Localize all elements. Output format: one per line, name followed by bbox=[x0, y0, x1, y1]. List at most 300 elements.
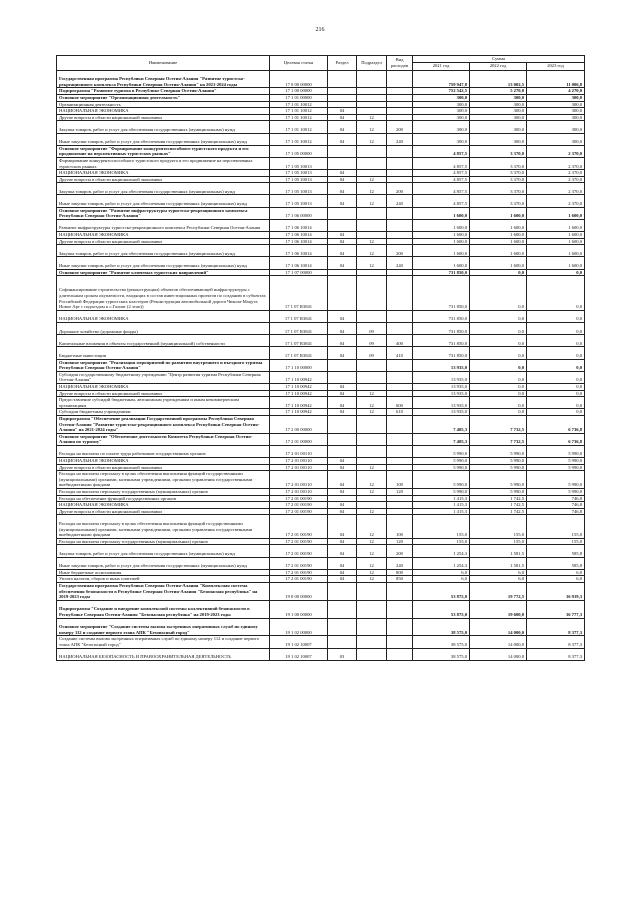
row-section bbox=[328, 618, 357, 636]
row-amount-2023: 6,0 bbox=[527, 569, 585, 576]
row-subsection bbox=[357, 502, 387, 509]
row-subsection: 12 bbox=[357, 121, 387, 133]
row-name: Расходы на выплаты персоналу государственных (муниципальных) органов bbox=[57, 489, 270, 496]
row-subsection bbox=[357, 70, 387, 88]
row-section: 04 bbox=[328, 195, 357, 207]
table-row bbox=[57, 108, 585, 115]
row-amount-2023: 0,0 bbox=[527, 269, 585, 276]
row-name: Развитие инфраструктуры туристско-рекреационного комплекса Республики Северная Осетия-Алания bbox=[57, 219, 270, 231]
row-expense-type: 240 bbox=[387, 133, 413, 145]
row-amount-2023: 1 600,0 bbox=[527, 238, 585, 245]
row-code: 17 1 01 10012 bbox=[270, 114, 328, 121]
row-code: 17 0 00 00000 bbox=[270, 70, 328, 88]
row-amount-2021: 53 875,0 bbox=[413, 582, 470, 600]
row-amount-2022: 5 270,0 bbox=[470, 88, 527, 95]
row-section: 04 bbox=[328, 238, 357, 245]
row-section: 04 bbox=[328, 383, 357, 390]
row-subsection bbox=[357, 383, 387, 390]
row-amount-2021: 300,0 bbox=[413, 94, 470, 101]
row-expense-type bbox=[387, 390, 413, 397]
row-expense-type bbox=[387, 502, 413, 509]
row-name: НАЦИОНАЛЬНАЯ ЭКОНОМИКА bbox=[57, 458, 270, 465]
row-name: Основное мероприятие "Развитие ключевых туристских направлений" bbox=[57, 269, 270, 276]
header-year-2022: 2022 год bbox=[470, 62, 527, 70]
table-row bbox=[57, 238, 585, 245]
row-amount-2022: 1 581,5 bbox=[470, 545, 527, 557]
row-expense-type bbox=[387, 359, 413, 371]
row-amount-2023: 6,0 bbox=[527, 576, 585, 583]
row-amount-2023: 155,0 bbox=[527, 538, 585, 545]
row-code: 19 1 02 10007 bbox=[270, 636, 328, 648]
row-code: 17 1 10 00942 bbox=[270, 371, 328, 383]
header-code: Целевая статья bbox=[270, 56, 328, 71]
row-code: 17 1 07 R3841 bbox=[270, 335, 328, 347]
row-code: 17 2 01 00190 bbox=[270, 495, 328, 502]
row-expense-type bbox=[387, 415, 413, 433]
row-code: 17 2 01 00190 bbox=[270, 515, 328, 538]
header-subsection: Подраздел bbox=[357, 56, 387, 71]
row-section: 04 bbox=[328, 114, 357, 121]
row-amount-2022: 6,0 bbox=[470, 569, 527, 576]
table-row bbox=[57, 170, 585, 177]
header-section: Раздел bbox=[328, 56, 357, 71]
row-amount-2021: 300,0 bbox=[413, 108, 470, 115]
row-amount-2021: 759 947,8 bbox=[413, 70, 470, 88]
row-name: Расходы на выплаты персоналу в целях обеспечения выполнения функций государственными (муниципальными) органами, казенными учреждениями, органами управления государственными внебюджетными фондами bbox=[57, 515, 270, 538]
row-section bbox=[328, 88, 357, 95]
row-code: 17 1 01 10012 bbox=[270, 108, 328, 115]
row-name: Создание системы вызова экстренных оперативных служб по единому номеру 112 и создание первого этапа АПК "Безопасный город" bbox=[57, 636, 270, 648]
row-subsection: 12 bbox=[357, 515, 387, 538]
row-section: 04 bbox=[328, 489, 357, 496]
row-amount-2023: 1 600,0 bbox=[527, 257, 585, 269]
row-subsection: 12 bbox=[357, 538, 387, 545]
table-row bbox=[57, 114, 585, 121]
row-amount-2021: 4 857,5 bbox=[413, 183, 470, 195]
row-subsection bbox=[357, 445, 387, 457]
row-expense-type: 400 bbox=[387, 335, 413, 347]
header-expense-type: Вид расходов bbox=[387, 56, 413, 71]
row-subsection: 12 bbox=[357, 409, 387, 416]
row-amount-2021: 4 857,5 bbox=[413, 176, 470, 183]
row-code: 17 1 01 10012 bbox=[270, 101, 328, 108]
row-section: 04 bbox=[328, 508, 357, 515]
row-expense-type: 120 bbox=[387, 538, 413, 545]
row-amount-2023: 0,0 bbox=[527, 371, 585, 383]
row-name: Закупка товаров, работ и услуг для обеспечения государственных (муниципальных) нужд bbox=[57, 121, 270, 133]
row-code: 17 1 10 00942 bbox=[270, 397, 328, 409]
table-row bbox=[57, 88, 585, 95]
table-row bbox=[57, 618, 585, 636]
row-amount-2021: 6,0 bbox=[413, 576, 470, 583]
row-code: 17 1 07 R3841 bbox=[270, 310, 328, 322]
header-year-2021: 2021 год bbox=[413, 62, 470, 70]
row-subsection bbox=[357, 108, 387, 115]
row-subsection bbox=[357, 101, 387, 108]
row-amount-2021: 300,0 bbox=[413, 133, 470, 145]
row-subsection: 12 bbox=[357, 569, 387, 576]
row-name: Основное мероприятие "Формирование конкурентоспособного туристского продукта и его продвижение на перспективных туристских рынках" bbox=[57, 145, 270, 157]
row-amount-2023: 0,0 bbox=[527, 276, 585, 311]
row-expense-type bbox=[387, 145, 413, 157]
row-expense-type: 240 bbox=[387, 257, 413, 269]
row-name: Другие вопросы в области национальной экономики bbox=[57, 238, 270, 245]
table-row bbox=[57, 133, 585, 145]
row-amount-2023: 300,0 bbox=[527, 108, 585, 115]
row-expense-type: 120 bbox=[387, 489, 413, 496]
row-subsection: 09 bbox=[357, 335, 387, 347]
row-name: НАЦИОНАЛЬНАЯ ЭКОНОМИКА bbox=[57, 310, 270, 322]
row-name: Уплата налогов, сборов и иных платежей bbox=[57, 576, 270, 583]
row-amount-2021: 731 850,0 bbox=[413, 347, 470, 359]
row-amount-2023: 300,0 bbox=[527, 121, 585, 133]
row-amount-2023: 746,8 bbox=[527, 502, 585, 509]
row-amount-2022: 3 370,0 bbox=[470, 183, 527, 195]
row-subsection: 12 bbox=[357, 176, 387, 183]
row-amount-2022: 300,0 bbox=[470, 94, 527, 101]
row-subsection bbox=[357, 415, 387, 433]
row-code: 17 2 01 00110 bbox=[270, 471, 328, 489]
row-code: 17 1 05 00000 bbox=[270, 145, 328, 157]
row-code: 17 2 01 00110 bbox=[270, 458, 328, 465]
row-amount-2021: 5 990,0 bbox=[413, 464, 470, 471]
row-name: Расходы на выплаты персоналу государственных (муниципальных) органов bbox=[57, 538, 270, 545]
budget-table bbox=[56, 55, 585, 661]
row-subsection bbox=[357, 219, 387, 231]
row-amount-2022: 0,0 bbox=[470, 347, 527, 359]
row-amount-2022: 300,0 bbox=[470, 114, 527, 121]
row-expense-type: 200 bbox=[387, 121, 413, 133]
row-amount-2023: 8 377,3 bbox=[527, 636, 585, 648]
row-name: Бюджетные инвестиции bbox=[57, 347, 270, 359]
row-amount-2022: 1 581,5 bbox=[470, 557, 527, 569]
row-amount-2022: 1 742,5 bbox=[470, 502, 527, 509]
row-expense-type: 200 bbox=[387, 245, 413, 257]
row-amount-2022: 300,0 bbox=[470, 133, 527, 145]
row-expense-type bbox=[387, 207, 413, 219]
row-section bbox=[328, 219, 357, 231]
row-amount-2021: 1 600,0 bbox=[413, 238, 470, 245]
row-amount-2023: 5 990,0 bbox=[527, 489, 585, 496]
row-amount-2021: 53 875,0 bbox=[413, 600, 470, 618]
row-code: 17 1 10 00942 bbox=[270, 409, 328, 416]
row-name: Подпрограмма "Развитие туризма в Республике Северная Осетия-Алания" bbox=[57, 88, 270, 95]
row-expense-type bbox=[387, 94, 413, 101]
row-name: Иные закупки товаров, работ и услуг для обеспечения государственных (муниципальных) нужд bbox=[57, 557, 270, 569]
row-amount-2023: 0,0 bbox=[527, 397, 585, 409]
row-amount-2021: 38 575,0 bbox=[413, 648, 470, 660]
row-section: 04 bbox=[328, 545, 357, 557]
row-subsection bbox=[357, 582, 387, 600]
row-amount-2023: 2 370,0 bbox=[527, 176, 585, 183]
row-subsection bbox=[357, 359, 387, 371]
row-amount-2023: 155,0 bbox=[527, 515, 585, 538]
row-subsection bbox=[357, 458, 387, 465]
row-section: 03 bbox=[328, 648, 357, 660]
row-amount-2023: 0,0 bbox=[527, 359, 585, 371]
table-row bbox=[57, 322, 585, 334]
row-section: 04 bbox=[328, 257, 357, 269]
row-amount-2023: 5 990,0 bbox=[527, 471, 585, 489]
row-name: НАЦИОНАЛЬНАЯ БЕЗОПАСНОСТЬ И ПРАВООХРАНИТЕЛЬНАЯ ДЕЯТЕЛЬНОСТЬ bbox=[57, 648, 270, 660]
row-section bbox=[328, 94, 357, 101]
row-amount-2021: 155,0 bbox=[413, 515, 470, 538]
row-code: 17 1 05 10013 bbox=[270, 183, 328, 195]
row-section bbox=[328, 276, 357, 311]
row-amount-2022: 155,0 bbox=[470, 538, 527, 545]
table-row bbox=[57, 101, 585, 108]
row-expense-type bbox=[387, 600, 413, 618]
row-subsection bbox=[357, 648, 387, 660]
row-subsection bbox=[357, 145, 387, 157]
row-amount-2022: 5 990,0 bbox=[470, 464, 527, 471]
row-section bbox=[328, 359, 357, 371]
row-expense-type: 800 bbox=[387, 569, 413, 576]
row-amount-2023: 0,0 bbox=[527, 310, 585, 322]
table-row bbox=[57, 390, 585, 397]
row-code: 17 1 05 10013 bbox=[270, 176, 328, 183]
row-amount-2023: 8 377,3 bbox=[527, 648, 585, 660]
row-expense-type bbox=[387, 276, 413, 311]
row-name: Иные закупки товаров, работ и услуг для обеспечения государственных (муниципальных) нужд bbox=[57, 257, 270, 269]
row-subsection: 12 bbox=[357, 464, 387, 471]
row-code: 19 1 02 10007 bbox=[270, 648, 328, 660]
row-section bbox=[328, 445, 357, 457]
row-section: 04 bbox=[328, 245, 357, 257]
row-amount-2022: 14 000,0 bbox=[470, 618, 527, 636]
row-expense-type: 100 bbox=[387, 471, 413, 489]
row-name: Основное мероприятие "Создание системы вызова экстренных оперативных служб по единому номеру 112 и создание первого этапа АПК "Безопасный город" bbox=[57, 618, 270, 636]
row-amount-2022: 1 742,5 bbox=[470, 508, 527, 515]
row-amount-2021: 5 990,0 bbox=[413, 489, 470, 496]
table-row bbox=[57, 458, 585, 465]
row-section: 04 bbox=[328, 464, 357, 471]
row-amount-2022: 19 600,0 bbox=[470, 600, 527, 618]
row-section bbox=[328, 636, 357, 648]
table-row bbox=[57, 545, 585, 557]
row-section: 04 bbox=[328, 557, 357, 569]
row-subsection bbox=[357, 94, 387, 101]
table-row bbox=[57, 94, 585, 101]
row-code: 19 0 00 00000 bbox=[270, 582, 328, 600]
row-name: Дорожное хозяйство (дорожные фонды) bbox=[57, 322, 270, 334]
row-amount-2021: 13 935,0 bbox=[413, 409, 470, 416]
row-code: 19 1 00 00000 bbox=[270, 600, 328, 618]
row-section bbox=[328, 101, 357, 108]
row-name: Другие вопросы в области национальной экономики bbox=[57, 114, 270, 121]
row-amount-2023: 0,0 bbox=[527, 390, 585, 397]
row-amount-2021: 1 600,0 bbox=[413, 207, 470, 219]
row-section: 04 bbox=[328, 458, 357, 465]
row-section bbox=[328, 269, 357, 276]
row-expense-type bbox=[387, 383, 413, 390]
row-amount-2021: 5 990,0 bbox=[413, 471, 470, 489]
row-amount-2021: 4 857,5 bbox=[413, 195, 470, 207]
row-code: 17 2 01 00110 bbox=[270, 464, 328, 471]
row-amount-2023: 1 600,0 bbox=[527, 245, 585, 257]
row-subsection bbox=[357, 232, 387, 239]
row-section bbox=[328, 495, 357, 502]
row-expense-type bbox=[387, 219, 413, 231]
row-amount-2022: 0,0 bbox=[470, 383, 527, 390]
row-expense-type: 200 bbox=[387, 545, 413, 557]
row-expense-type: 850 bbox=[387, 576, 413, 583]
table-row bbox=[57, 335, 585, 347]
table-row bbox=[57, 157, 585, 169]
row-section bbox=[328, 433, 357, 445]
row-amount-2022: 5 990,0 bbox=[470, 489, 527, 496]
row-name: Другие вопросы в области национальной экономики bbox=[57, 464, 270, 471]
row-expense-type bbox=[387, 445, 413, 457]
row-expense-type bbox=[387, 371, 413, 383]
row-code: 17 1 01 10012 bbox=[270, 121, 328, 133]
row-expense-type bbox=[387, 433, 413, 445]
row-section: 04 bbox=[328, 538, 357, 545]
row-subsection bbox=[357, 433, 387, 445]
row-amount-2021: 1 254,3 bbox=[413, 545, 470, 557]
table-row bbox=[57, 557, 585, 569]
row-subsection bbox=[357, 600, 387, 618]
row-name: Основное мероприятие "Организационная деятельность" bbox=[57, 94, 270, 101]
row-code: 17 1 06 10014 bbox=[270, 219, 328, 231]
row-name: НАЦИОНАЛЬНАЯ ЭКОНОМИКА bbox=[57, 108, 270, 115]
row-code: 17 2 01 00000 bbox=[270, 433, 328, 445]
table-row bbox=[57, 464, 585, 471]
row-section: 04 bbox=[328, 183, 357, 195]
row-section: 04 bbox=[328, 133, 357, 145]
row-code: 17 2 01 00190 bbox=[270, 502, 328, 509]
row-section bbox=[328, 582, 357, 600]
row-expense-type bbox=[387, 636, 413, 648]
row-amount-2023: 746,8 bbox=[527, 495, 585, 502]
row-subsection: 12 bbox=[357, 557, 387, 569]
row-subsection bbox=[357, 269, 387, 276]
row-name: Расходы на обеспечение функций государственных органов bbox=[57, 495, 270, 502]
table-row bbox=[57, 269, 585, 276]
row-expense-type: 410 bbox=[387, 347, 413, 359]
row-section bbox=[328, 415, 357, 433]
row-name: Подпрограмма "Обеспечение реализации Государственной программы Республики Северная Осетия-Алания "Развитие туристско-рекреационного комплекса Республики Северная Осетия-Алания" на 2021-2024 годы" bbox=[57, 415, 270, 433]
row-code: 17 2 01 00190 bbox=[270, 576, 328, 583]
row-expense-type bbox=[387, 157, 413, 169]
row-expense-type bbox=[387, 582, 413, 600]
row-code: 17 1 00 00000 bbox=[270, 88, 328, 95]
row-amount-2022: 3 370,0 bbox=[470, 195, 527, 207]
row-section bbox=[328, 157, 357, 169]
row-amount-2022: 5 990,0 bbox=[470, 471, 527, 489]
table-row bbox=[57, 145, 585, 157]
table-row bbox=[57, 502, 585, 509]
row-expense-type bbox=[387, 464, 413, 471]
row-section: 04 bbox=[328, 232, 357, 239]
row-amount-2021: 4 857,5 bbox=[413, 157, 470, 169]
row-expense-type bbox=[387, 310, 413, 322]
row-code: 17 1 05 10013 bbox=[270, 195, 328, 207]
row-amount-2022: 1 600,0 bbox=[470, 245, 527, 257]
row-amount-2023: 1 600,0 bbox=[527, 219, 585, 231]
row-name: Основное мероприятие "Обеспечение деятельности Комитета Республики Северная Осетия-Алания по туризму" bbox=[57, 433, 270, 445]
row-expense-type: 100 bbox=[387, 515, 413, 538]
row-subsection: 12 bbox=[357, 508, 387, 515]
row-subsection: 09 bbox=[357, 347, 387, 359]
row-amount-2023: 0,0 bbox=[527, 409, 585, 416]
row-amount-2022: 300,0 bbox=[470, 101, 527, 108]
row-amount-2022: 3 370,0 bbox=[470, 170, 527, 177]
row-name: Закупка товаров, работ и услуг для обеспечения государственных (муниципальных) нужд bbox=[57, 245, 270, 257]
row-code: 17 1 01 00000 bbox=[270, 94, 328, 101]
row-name: Основное мероприятие "Развитие инфраструктуры туристско-рекреационного комплекса Республики Северная Осетия-Алания" bbox=[57, 207, 270, 219]
row-amount-2021: 752 542,5 bbox=[413, 88, 470, 95]
row-section bbox=[328, 207, 357, 219]
table-row bbox=[57, 508, 585, 515]
row-expense-type bbox=[387, 495, 413, 502]
row-amount-2021: 300,0 bbox=[413, 114, 470, 121]
row-subsection: 09 bbox=[357, 322, 387, 334]
row-subsection bbox=[357, 618, 387, 636]
row-code: 17 2 01 00190 bbox=[270, 538, 328, 545]
row-amount-2021: 4 857,5 bbox=[413, 170, 470, 177]
row-subsection bbox=[357, 207, 387, 219]
row-amount-2023: 746,8 bbox=[527, 508, 585, 515]
row-subsection: 12 bbox=[357, 238, 387, 245]
row-section: 04 bbox=[328, 310, 357, 322]
table-row bbox=[57, 257, 585, 269]
table-row bbox=[57, 495, 585, 502]
row-section: 04 bbox=[328, 515, 357, 538]
row-subsection: 12 bbox=[357, 545, 387, 557]
row-amount-2023: 5 990,0 bbox=[527, 458, 585, 465]
row-amount-2021: 300,0 bbox=[413, 101, 470, 108]
row-expense-type: 200 bbox=[387, 183, 413, 195]
row-amount-2021: 5 990,0 bbox=[413, 445, 470, 457]
row-subsection: 12 bbox=[357, 133, 387, 145]
row-code: 17 1 07 R3841 bbox=[270, 322, 328, 334]
row-subsection bbox=[357, 276, 387, 311]
table-row bbox=[57, 489, 585, 496]
table-row bbox=[57, 232, 585, 239]
table-row bbox=[57, 245, 585, 257]
row-code: 17 1 10 00942 bbox=[270, 383, 328, 390]
row-amount-2021: 7 405,3 bbox=[413, 433, 470, 445]
row-expense-type bbox=[387, 232, 413, 239]
row-expense-type bbox=[387, 176, 413, 183]
row-code: 17 2 01 00190 bbox=[270, 545, 328, 557]
row-subsection bbox=[357, 88, 387, 95]
row-amount-2023: 5 990,0 bbox=[527, 464, 585, 471]
row-amount-2022: 0,0 bbox=[470, 276, 527, 311]
row-name: Субсидии бюджетным учреждениям bbox=[57, 409, 270, 416]
row-code: 17 2 01 00190 bbox=[270, 508, 328, 515]
row-name: НАЦИОНАЛЬНАЯ ЭКОНОМИКА bbox=[57, 232, 270, 239]
row-expense-type: 610 bbox=[387, 409, 413, 416]
row-expense-type bbox=[387, 101, 413, 108]
row-expense-type bbox=[387, 88, 413, 95]
row-amount-2022: 1 600,0 bbox=[470, 238, 527, 245]
header-name: Наименование bbox=[57, 56, 270, 71]
row-amount-2021: 300,0 bbox=[413, 121, 470, 133]
row-section: 04 bbox=[328, 471, 357, 489]
table-row bbox=[57, 582, 585, 600]
row-amount-2023: 2 370,0 bbox=[527, 183, 585, 195]
row-amount-2021: 7 405,3 bbox=[413, 415, 470, 433]
row-amount-2023: 2 370,0 bbox=[527, 145, 585, 157]
row-amount-2021: 4 857,5 bbox=[413, 145, 470, 157]
row-amount-2021: 13 935,0 bbox=[413, 397, 470, 409]
row-amount-2023: 4 270,0 bbox=[527, 88, 585, 95]
row-amount-2021: 13 935,0 bbox=[413, 383, 470, 390]
row-name: Иные бюджетные ассигнования bbox=[57, 569, 270, 576]
row-amount-2022: 155,0 bbox=[470, 515, 527, 538]
